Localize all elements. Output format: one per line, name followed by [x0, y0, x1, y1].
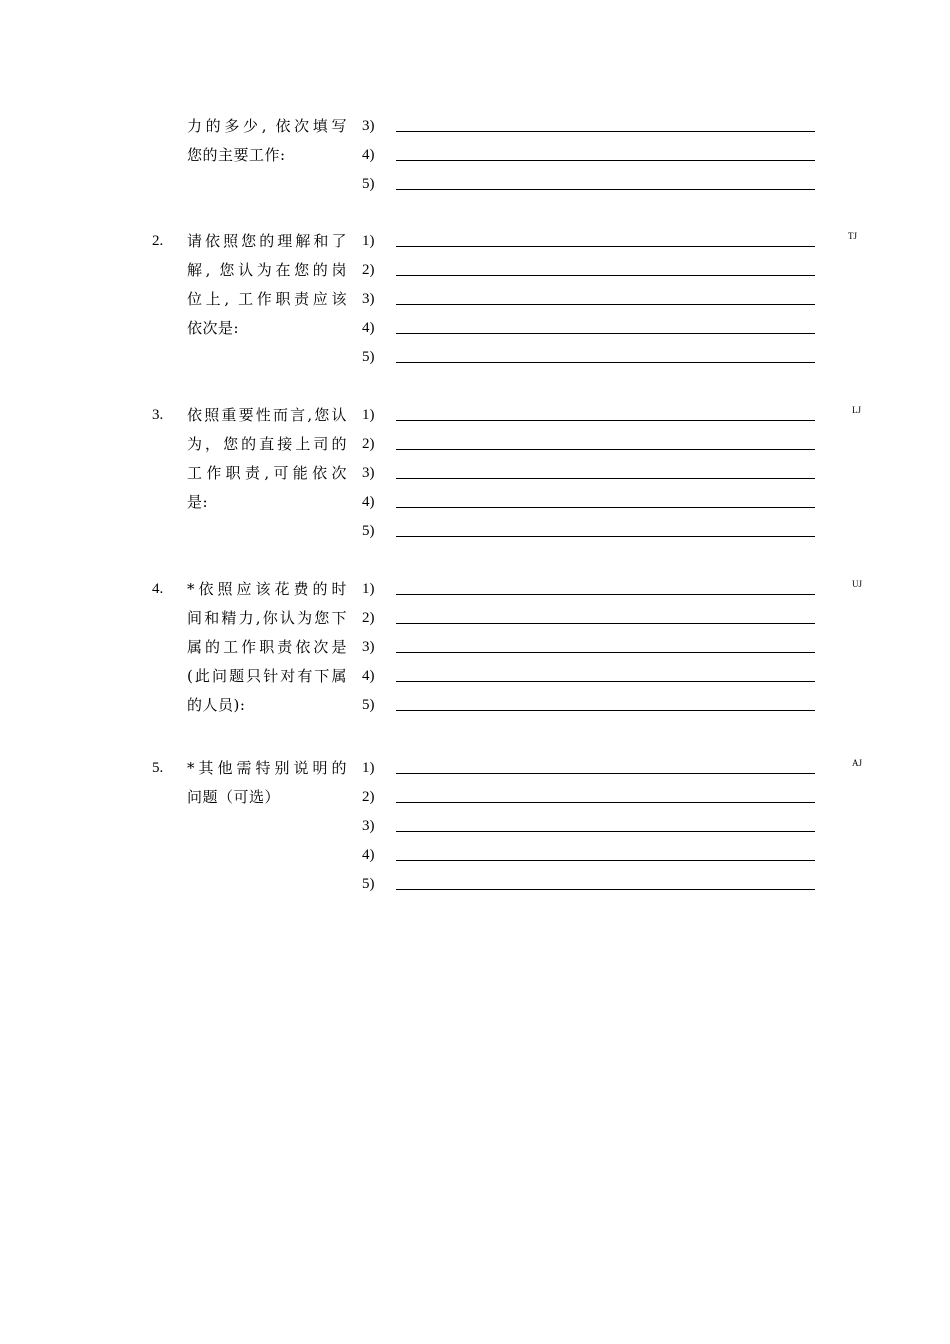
answer-number: 3): [362, 639, 375, 655]
margin-mark: AJ: [852, 758, 863, 768]
answer-number: 2): [362, 789, 375, 805]
answer-number: 2): [362, 610, 375, 626]
answer-row: [362, 812, 822, 841]
answer-blank-line[interactable]: [396, 831, 815, 832]
question-text-line: 请依照您的理解和了: [187, 232, 347, 250]
question-text-line: 您的主要工作:: [187, 146, 286, 164]
answer-number: 5): [362, 523, 375, 539]
answer-number: 1): [362, 760, 375, 776]
answer-blank-line[interactable]: [396, 189, 815, 190]
answer-number: 5): [362, 176, 375, 192]
question-text-line: *依照应该花费的时: [187, 580, 347, 598]
answer-number: 3): [362, 465, 375, 481]
answer-row: [362, 691, 822, 720]
answer-row: [362, 754, 822, 783]
answer-blank-line[interactable]: [396, 889, 815, 890]
answer-list: [362, 401, 822, 546]
answer-blank-line[interactable]: [396, 710, 815, 711]
question-text: [187, 227, 347, 343]
answer-number: 4): [362, 847, 375, 863]
question-number: 2.: [152, 233, 164, 249]
question-text-line: 问题（可选）: [187, 788, 281, 806]
answer-row: [362, 633, 822, 662]
answer-blank-line[interactable]: [396, 275, 815, 276]
question-text-line: 属的工作职责依次是: [187, 638, 347, 656]
answer-row: [362, 256, 822, 285]
answer-blank-line[interactable]: [396, 420, 815, 421]
question-text-line: 为，您的直接上司的: [187, 435, 347, 453]
answer-list: [362, 112, 822, 199]
answer-number: 4): [362, 147, 375, 163]
answer-row: [362, 459, 822, 488]
answer-row: [362, 170, 822, 199]
question-text-line: 的人员):: [187, 696, 246, 714]
question-number: 4.: [152, 581, 164, 597]
margin-mark: TJ: [848, 231, 857, 241]
answer-blank-line[interactable]: [396, 681, 815, 682]
answer-row: [362, 662, 822, 691]
answer-number: 2): [362, 262, 375, 278]
answer-number: 5): [362, 697, 375, 713]
answer-number: 4): [362, 668, 375, 684]
answer-number: 2): [362, 436, 375, 452]
answer-blank-line[interactable]: [396, 594, 815, 595]
question-text: [187, 575, 347, 720]
answer-blank-line[interactable]: [396, 773, 815, 774]
answer-number: 4): [362, 320, 375, 336]
answer-blank-line[interactable]: [396, 449, 815, 450]
answer-number: 5): [362, 349, 375, 365]
answer-blank-line[interactable]: [396, 507, 815, 508]
answer-number: 3): [362, 291, 375, 307]
answer-blank-line[interactable]: [396, 860, 815, 861]
answer-blank-line[interactable]: [396, 478, 815, 479]
answer-number: 1): [362, 233, 375, 249]
answer-list: [362, 575, 822, 720]
answer-row: [362, 604, 822, 633]
answer-blank-line[interactable]: [396, 333, 815, 334]
answer-blank-line[interactable]: [396, 160, 815, 161]
answer-number: 5): [362, 876, 375, 892]
question-text-line: 依照重要性而言,您认: [187, 406, 347, 424]
answer-list: [362, 227, 822, 372]
answer-number: 1): [362, 581, 375, 597]
question-text-line: 解, 您认为在您的岗: [187, 261, 347, 279]
answer-list: [362, 754, 822, 899]
question-text-line: 力的多少, 依次填写: [187, 117, 347, 135]
answer-row: [362, 430, 822, 459]
answer-blank-line[interactable]: [396, 131, 815, 132]
question-number: 3.: [152, 407, 164, 423]
margin-mark: LJ: [852, 405, 861, 415]
question-text: [187, 112, 347, 170]
answer-blank-line[interactable]: [396, 623, 815, 624]
question-text-line: *其他需特别说明的: [187, 759, 347, 777]
question-text-line: 工作职责,可能依次: [187, 464, 347, 482]
answer-row: [362, 401, 822, 430]
answer-row: [362, 285, 822, 314]
answer-row: [362, 488, 822, 517]
answer-row: [362, 141, 822, 170]
answer-row: [362, 870, 822, 899]
answer-blank-line[interactable]: [396, 304, 815, 305]
question-text-line: 间和精力,你认为您下: [187, 609, 347, 627]
answer-row: [362, 783, 822, 812]
margin-mark: UJ: [852, 579, 863, 589]
answer-row: [362, 112, 822, 141]
answer-row: [362, 227, 822, 256]
answer-number: 4): [362, 494, 375, 510]
answer-blank-line[interactable]: [396, 362, 815, 363]
answer-row: [362, 343, 822, 372]
question-text: [187, 754, 347, 812]
answer-number: 3): [362, 118, 375, 134]
question-text-line: 依次是:: [187, 319, 240, 337]
question-text-line: 位上, 工作职责应该: [187, 290, 347, 308]
answer-blank-line[interactable]: [396, 246, 815, 247]
answer-row: [362, 314, 822, 343]
answer-blank-line[interactable]: [396, 536, 815, 537]
answer-row: [362, 575, 822, 604]
question-text-line: (此问题只针对有下属: [187, 667, 347, 685]
question-text: [187, 401, 347, 517]
answer-number: 1): [362, 407, 375, 423]
answer-row: [362, 841, 822, 870]
question-text-line: 是:: [187, 493, 209, 511]
answer-blank-line[interactable]: [396, 802, 815, 803]
answer-number: 3): [362, 818, 375, 834]
answer-blank-line[interactable]: [396, 652, 815, 653]
question-number: 5.: [152, 760, 164, 776]
answer-row: [362, 517, 822, 546]
